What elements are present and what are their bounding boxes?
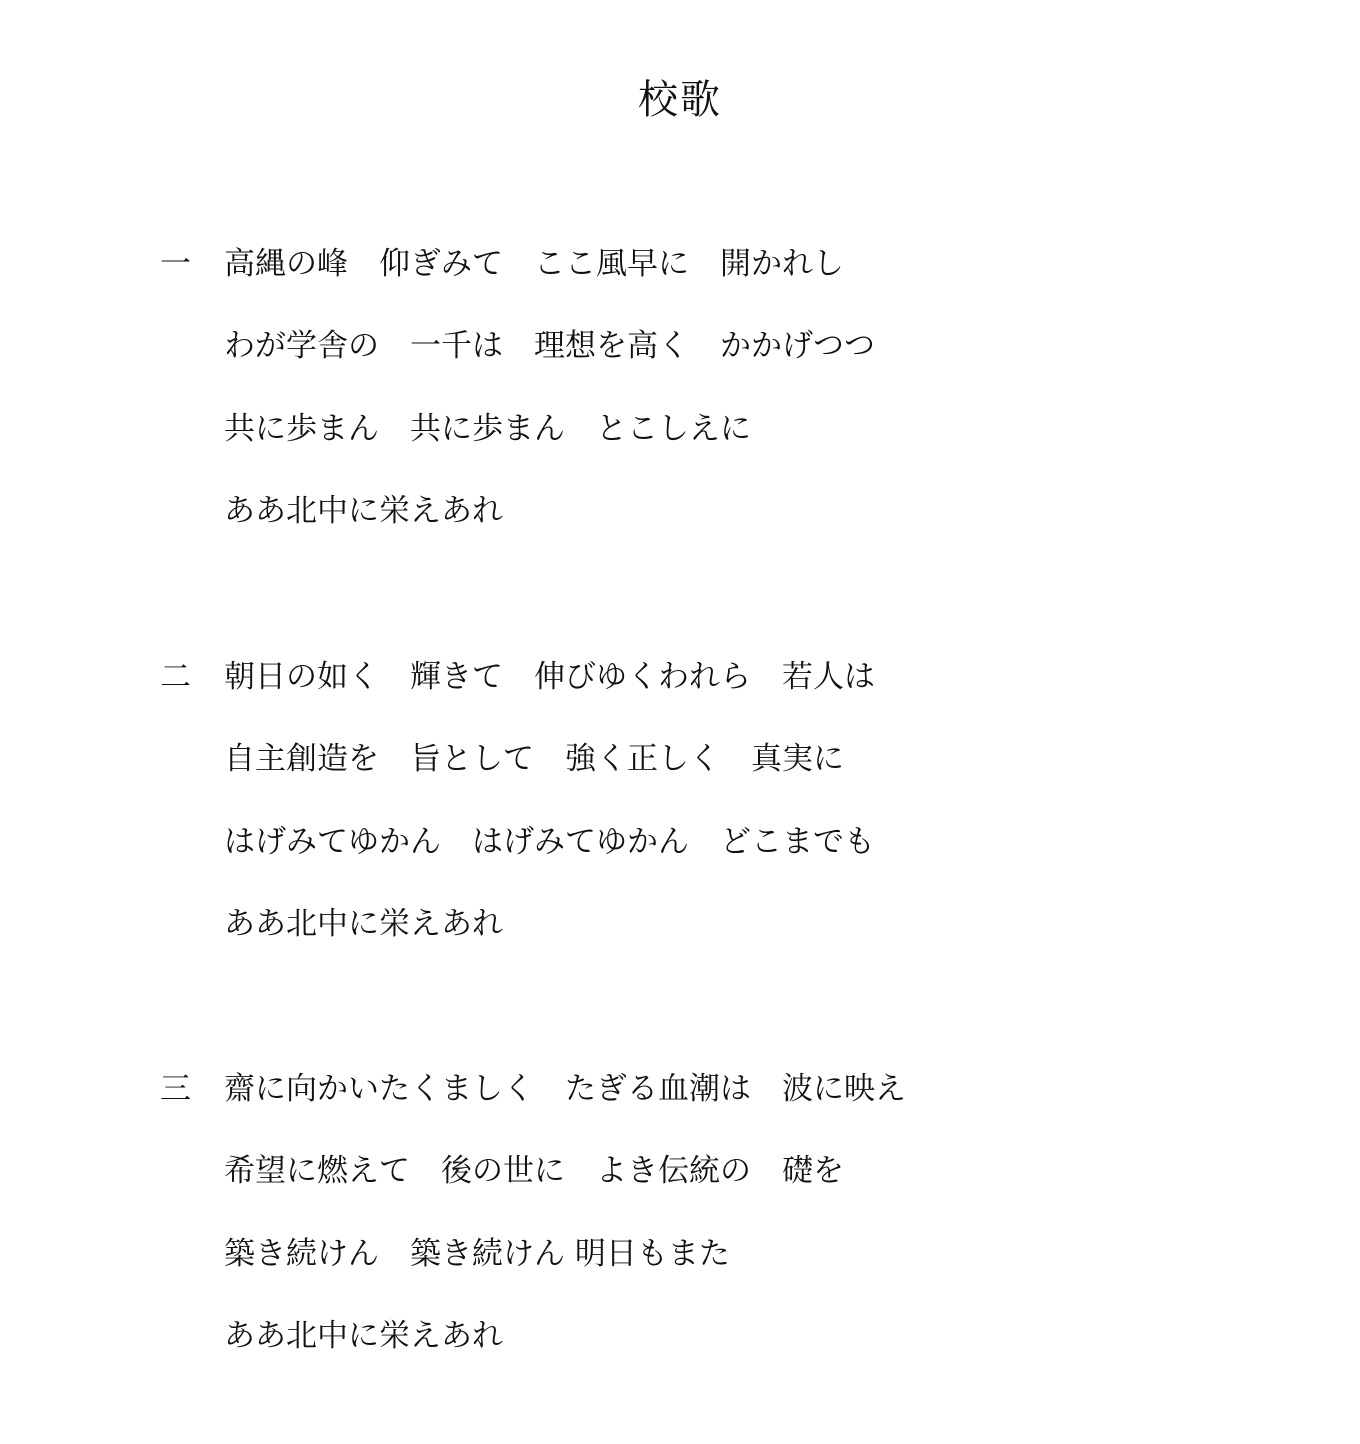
lyric-line: 共に歩まん 共に歩まん とこしえに — [224, 411, 751, 447]
lyric-line: 朝日の如く 輝きて 伸びゆくわれら 若人は — [224, 659, 875, 695]
verse-numeral: 三 — [160, 1071, 191, 1107]
lyric-line: はげみてゆかん はげみてゆかん どこまでも — [224, 824, 875, 860]
verse-numeral: 一 — [160, 246, 191, 282]
lyric-line: 自主創造を 旨として 強く正しく 真実に — [224, 741, 844, 777]
page-title: 校歌 — [638, 77, 722, 123]
lyric-line: 希望に燃えて 後の世に よき伝統の 礎を — [224, 1153, 844, 1189]
refrain-line: ああ北中に栄えあれ — [224, 906, 503, 942]
verse-numeral: 二 — [160, 659, 191, 695]
lyric-line: 齋に向かいたくましく たぎる血潮は 波に映え — [224, 1071, 906, 1107]
lyric-line: わが学舎の 一千は 理想を高く かかげつつ — [224, 328, 875, 364]
lyric-line: 築き続けん 築き続けん 明日もまた — [224, 1236, 730, 1272]
lyric-line: 高縄の峰 仰ぎみて ここ風早に 開かれし — [224, 246, 844, 282]
refrain-line: ああ北中に栄えあれ — [224, 1318, 503, 1354]
refrain-line: ああ北中に栄えあれ — [224, 493, 503, 529]
